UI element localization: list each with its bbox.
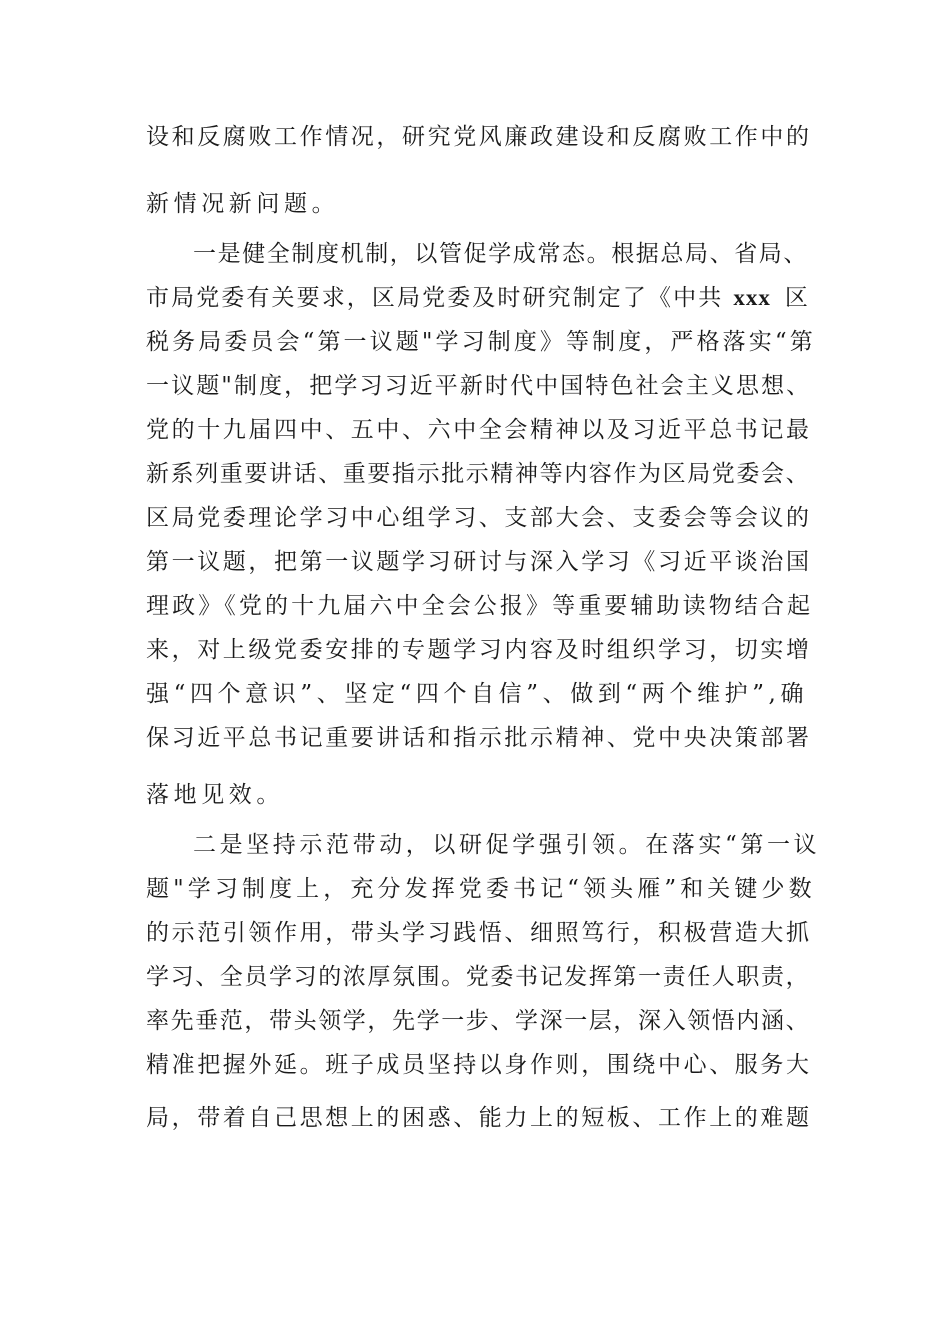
text-line: 的示范引领作用，带头学习践悟、细照笃行，积极营造大抓 xyxy=(146,920,812,946)
text-line: 保习近平总书记重要讲话和指示批示精神、党中央决策部署 xyxy=(146,725,812,751)
placeholder-name: xxx xyxy=(733,285,771,310)
text-line: 党的十九届四中、五中、六中全会精神以及习近平总书记最 xyxy=(146,417,812,443)
text-segment: 区 xyxy=(784,285,810,311)
text-line: 强“四个意识”、坚定“四个自信”、做到“两个维护”,确 xyxy=(146,681,809,707)
text-line: 税务局委员会“第一议题"学习制度》等制度，严格落实“第 xyxy=(146,329,816,355)
text-line: 题"学习制度上，充分发挥党委书记“领头雁”和关键少数 xyxy=(146,876,816,902)
text-line: 来，对上级党委安排的专题学习内容及时组织学习，切实增 xyxy=(146,637,812,663)
paragraph-1-first-line: 一是健全制度机制，以管促学成常态。根据总局、省局、 xyxy=(193,241,808,267)
text-line: 落地见效。 xyxy=(146,782,284,808)
text-line: 区局党委理论学习中心组学习、支部大会、支委会等会议的 xyxy=(146,505,812,531)
text-segment: 市局党委有关要求，区局党委及时研究制定了《中共 xyxy=(146,285,724,311)
text-line: 一议题"制度，把学习习近平新时代中国特色社会主义思想、 xyxy=(146,373,812,399)
text-line: 局，带着自己思想上的困惑、能力上的短板、工作上的难题 xyxy=(146,1105,812,1131)
text-line: 率先垂范，带头领学，先学一步、学深一层，深入领悟内涵、 xyxy=(146,1008,811,1034)
paragraph-2-first-line: 二是坚持示范带动，以研促学强引领。在落实“第一议 xyxy=(193,832,821,858)
text-line xyxy=(146,283,810,313)
text-line: 新情况新问题。 xyxy=(146,191,340,217)
text-line: 新系列重要讲话、重要指示批示精神等内容作为区局党委会、 xyxy=(146,461,811,487)
text-line: 学习、全员学习的浓厚氛围。党委书记发挥第一责任人职责， xyxy=(146,964,811,990)
text-line: 设和反腐败工作情况，研究党风廉政建设和反腐败工作中的 xyxy=(146,124,812,150)
text-line: 第一议题，把第一议题学习研讨与深入学习《习近平谈治国 xyxy=(146,549,812,575)
text-line: 精准把握外延。班子成员坚持以身作则，围绕中心、服务大 xyxy=(146,1052,812,1078)
text-line: 理政》《党的十九届六中全会公报》等重要辅助读物结合起 xyxy=(146,593,814,619)
